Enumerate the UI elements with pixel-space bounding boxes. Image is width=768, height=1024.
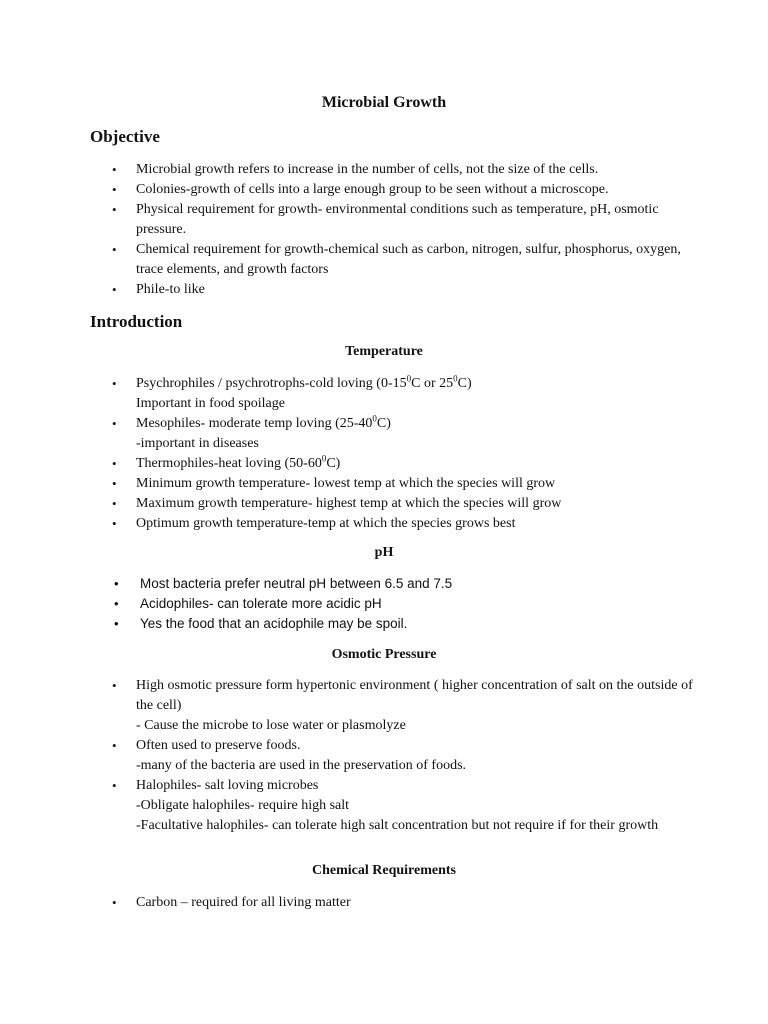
bullet-icon: • [112, 778, 117, 793]
list-item: • Colonies-growth of cells into a large enough group to be seen without a microscope. [0, 180, 696, 200]
list-item: • Thermophiles-heat loving $(50-60^0C)$ [0, 454, 696, 474]
list-item: • Most bacteria prefer neutral pH between 6.5 and 7.5 [0, 574, 700, 594]
list-item: • Maximum growth temperature- highest temp at which the species will grow [0, 494, 696, 514]
list-item: • High osmotic pressure form hypertonic environment ( higher concentration of salt on the outside of the cell) - Cause the microbe to lose water or plasmolyze [112, 678, 693, 733]
bullet-icon: • [112, 376, 117, 391]
bullet-icon: • [112, 416, 117, 431]
bullet-icon: • [112, 895, 117, 910]
list-item: • Psychrophiles / psychrotrophs-cold loving ($0-15^0C$ or $25^0C$) Important in food spoilage [112, 373, 472, 411]
objective-list [0, 160, 696, 300]
list-item: • Often used to preserve foods. -many of the bacteria are used in the preservation of foods. [112, 738, 467, 773]
list-item: • Phile-to like [0, 280, 696, 300]
chemical-list [0, 893, 696, 913]
bullet-icon: • [112, 202, 117, 217]
list-item: • Halophiles- salt loving microbes -Obligate halophiles- require high salt -Facultative halophiles- can tolerate high salt concentration but not require if for their growth [112, 778, 659, 833]
bullet-icon: • [112, 456, 117, 471]
list-item: • Optimum growth temperature-temp at which the species grows best [0, 514, 696, 534]
ph-heading: pH [374, 545, 394, 560]
bullet-icon: • [112, 282, 117, 297]
bullet-icon: • [114, 596, 119, 611]
bullet-icon: • [112, 516, 117, 531]
bullet-icon: • [112, 678, 117, 693]
list-item: • Microbial growth refers to increase in the number of cells, not the size of the cells. [0, 160, 696, 180]
list-item: • Yes the food that an acidophile may be spoil. [0, 614, 700, 634]
chemical-heading: Chemical Requirements [312, 863, 456, 878]
bullet-icon: • [112, 496, 117, 511]
bullet-icon: • [112, 182, 117, 197]
ph-list [0, 574, 700, 634]
bullet-icon: • [112, 162, 117, 177]
list-item: • Carbon – required for all living matter [0, 893, 696, 913]
list-item: • Acidophiles- can tolerate more acidic pH [0, 594, 700, 614]
list-item: • Mesophiles- moderate temp loving $(25-40^0C)$ -important in diseases [112, 413, 391, 451]
bullet-icon: • [112, 242, 117, 257]
objective-heading: Objective [90, 127, 160, 146]
temperature-heading: Temperature [345, 344, 423, 359]
introduction-heading: Introduction [90, 312, 183, 331]
bullet-icon: • [112, 476, 117, 491]
temperature-list [0, 374, 696, 534]
list-item: • Physical requirement for growth- environmental conditions such as temperature, pH, osmotic pressure. [112, 202, 659, 237]
bullet-icon: • [114, 576, 119, 591]
list-item: • Minimum growth temperature- lowest temp at which the species will grow [0, 474, 696, 494]
bullet-icon: • [114, 616, 119, 631]
osmotic-heading: Osmotic Pressure [331, 647, 437, 662]
document-title: Microbial Growth [321, 94, 447, 111]
osmotic-list [0, 676, 696, 836]
list-item: • Chemical requirement for growth-chemical such as carbon, nitrogen, sulfur, phosphorus, oxygen, trace elements, and growth factors [112, 242, 681, 277]
bullet-icon: • [112, 738, 117, 753]
